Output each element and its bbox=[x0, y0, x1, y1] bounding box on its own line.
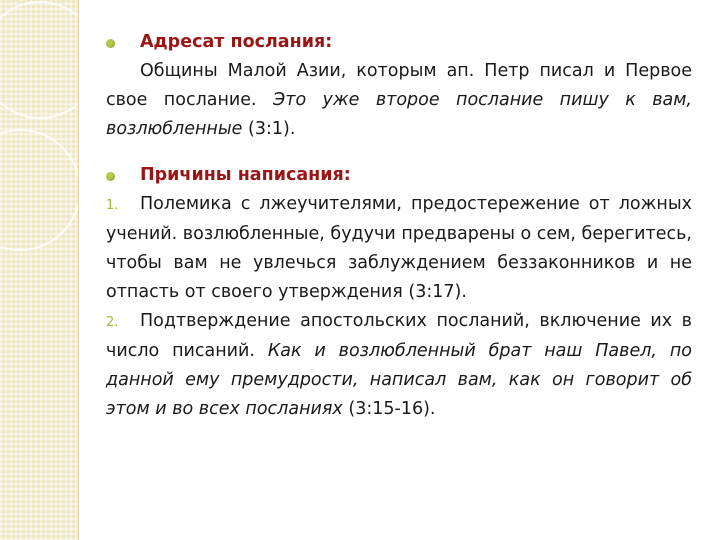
decorative-side-panel bbox=[0, 0, 79, 540]
bullet-icon bbox=[106, 172, 115, 181]
section-heading-line bbox=[106, 28, 692, 57]
reference-text: (3:15-16). bbox=[348, 399, 436, 419]
list-item-text: Полемика с лжеучителями, предостережение от ложных учений. возлюбленные, будучи предварены о сем, берегитесь, чтобы вам не увлечься заблуждением беззаконников и не отпасть от своего утверждения (3:17). bbox=[106, 194, 692, 302]
section-heading: Причины написания: bbox=[140, 165, 351, 185]
section-heading: Адресат послания: bbox=[140, 32, 333, 52]
list-item-number: 2. bbox=[106, 315, 119, 330]
reference-text: (3:1). bbox=[248, 119, 296, 139]
section-paragraph bbox=[106, 57, 692, 144]
section-reasons bbox=[106, 161, 692, 424]
list-item bbox=[106, 190, 692, 307]
quote-text: Это уже второе послание пишу к вам, возлюбленные bbox=[106, 90, 692, 139]
list-item-text: Подтверждение апостольских посланий, включение их в число писаний. bbox=[106, 311, 692, 361]
section-heading-line bbox=[106, 161, 692, 190]
bullet-icon bbox=[106, 39, 115, 48]
list-item-number: 1. bbox=[106, 198, 119, 213]
decorative-circles-icon bbox=[0, 0, 78, 540]
quote-text: Как и возлюбленный брат наш Павел, по данной ему премудрости, написал вам, как он говорит об этом и во всех посланиях bbox=[106, 341, 692, 419]
section-addressee bbox=[106, 28, 692, 144]
list-item bbox=[106, 307, 692, 424]
paragraph-text: Общины Малой Азии, которым ап. Петр писал и Первое свое послание. bbox=[106, 61, 692, 110]
slide-content bbox=[106, 28, 692, 441]
